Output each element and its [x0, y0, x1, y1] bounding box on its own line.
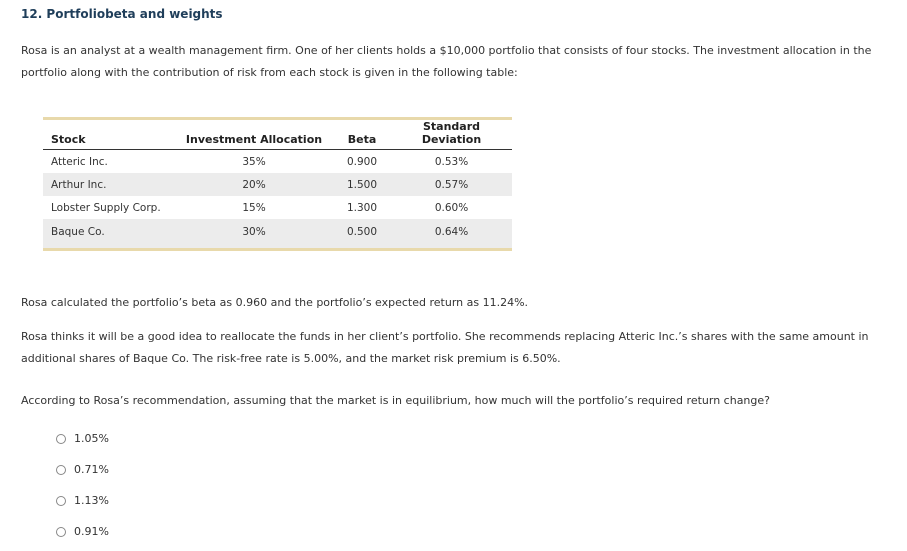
- stock-table-container: [43, 117, 512, 251]
- radio-button[interactable]: [56, 527, 66, 537]
- intro-paragraph: Rosa is an analyst at a wealth management firm. One of her clients holds a $10,000 portfolio that consists of four stocks. The investment allocation in the portfolio along with the contribution of risk from each stock is given in the following table:: [21, 44, 872, 79]
- cell-allocation: 35%: [242, 155, 266, 168]
- answer-option[interactable]: [56, 494, 109, 507]
- cell-std-dev: 0.60%: [434, 201, 469, 214]
- cell-allocation: 15%: [242, 201, 266, 214]
- cell-stock: Baque Co.: [43, 219, 175, 248]
- cell-beta: 1.300: [346, 201, 378, 214]
- question-title: 12. Portfoliobeta and weights: [21, 7, 223, 21]
- cell-stock: Atteric Inc.: [51, 155, 108, 168]
- cell-stock: Lobster Supply Corp.: [51, 201, 161, 214]
- table-row: [43, 150, 512, 174]
- answer-option[interactable]: [56, 463, 109, 476]
- radio-button[interactable]: [56, 465, 66, 475]
- option-label: 1.05%: [74, 432, 109, 445]
- cell-beta: 0.500: [333, 219, 391, 248]
- cell-beta: 1.500: [333, 173, 391, 196]
- reallocation-paragraph: Rosa thinks it will be a good idea to reallocate the funds in her client’s portfolio. She recommends replacing Atteric Inc.’s shares with the same amount in additional shares of Baque Co. The risk-free rate is 5.00%, and the market risk premium is 6.50%.: [21, 330, 869, 365]
- header-standard-deviation: Standard Deviation: [391, 120, 512, 150]
- header-beta: Beta: [333, 120, 391, 150]
- cell-std-dev: 0.57%: [391, 173, 512, 196]
- answer-option[interactable]: [56, 432, 109, 445]
- table-row: [43, 219, 512, 248]
- cell-allocation: 30%: [175, 219, 333, 248]
- table-row: [43, 173, 512, 196]
- calculation-paragraph: Rosa calculated the portfolio’s beta as 0.960 and the portfolio’s expected return as 11.24%.: [21, 296, 529, 309]
- header-stock: Stock: [43, 120, 175, 150]
- question-prompt: According to Rosa’s recommendation, assuming that the market is in equilibrium, how much will the portfolio’s required return change?: [21, 394, 770, 407]
- stock-table: [43, 120, 512, 248]
- cell-std-dev: 0.53%: [434, 155, 469, 168]
- option-label: 1.13%: [74, 494, 109, 507]
- radio-button[interactable]: [56, 434, 66, 444]
- cell-stock: Arthur Inc.: [43, 173, 175, 196]
- table-header-row: [43, 120, 512, 150]
- radio-button[interactable]: [56, 496, 66, 506]
- option-label: 0.91%: [74, 525, 109, 538]
- answer-option[interactable]: [56, 525, 109, 538]
- option-label: 0.71%: [74, 463, 109, 476]
- header-investment-allocation: Investment Allocation: [175, 120, 333, 150]
- cell-allocation: 20%: [175, 173, 333, 196]
- cell-beta: 0.900: [346, 155, 378, 168]
- table-row: [43, 196, 512, 219]
- cell-std-dev: 0.64%: [391, 219, 512, 248]
